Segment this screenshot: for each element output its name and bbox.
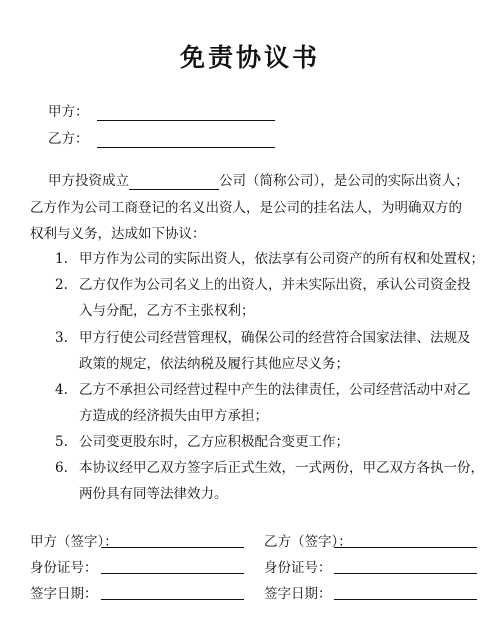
clause-text: 方造成的经济损失由甲方承担；	[79, 408, 268, 424]
party-a-label: 甲方：	[48, 104, 89, 120]
clause-text: 甲方行使公司经营管理权，确保公司的经营符合国家法律、法规及	[79, 330, 471, 346]
party-b-date-label: 签字日期：	[264, 586, 332, 602]
party-b-label: 乙方：	[48, 131, 89, 147]
party-a-row	[48, 103, 275, 121]
clause-number: 3.	[55, 330, 68, 346]
clause-number: 5.	[55, 434, 68, 450]
intro-line-2: 乙方作为公司工商登记的名义出资人，是公司的挂名法人，为明确双方的	[30, 200, 462, 216]
party-b-signature-label: 乙方（签字）：	[264, 534, 352, 550]
party-b-id-label: 身份证号：	[264, 560, 332, 576]
clause-number: 6.	[55, 460, 68, 476]
party-b-row	[48, 130, 275, 148]
clause-number: 4.	[55, 382, 68, 398]
intro-line-1-post: 公司（简称公司），是公司的实际出资人；	[219, 173, 469, 189]
clause-text: 乙方仅作为公司名义上的出资人，并未实际出资，承认公司资金投	[79, 277, 471, 293]
party-a-signature-label: 甲方（签字）：	[30, 534, 118, 550]
clause-text: 政策的规定，依法纳税及履行其他应尽义务；	[79, 356, 349, 372]
clause-text: 本协议经甲乙双方签字后正式生效，一式两份，甲乙双方各执一份，	[79, 460, 484, 476]
clause-text: 入与分配，乙方不主张权利；	[79, 303, 255, 319]
party-b-date-line[interactable]	[334, 599, 477, 600]
party-b-id-line[interactable]	[334, 573, 477, 574]
party-a-id-label: 身份证号：	[30, 560, 98, 576]
intro-line-1-pre: 甲方投资成立	[48, 173, 129, 189]
intro-line-3: 权利与义务，达成如下协议：	[30, 226, 206, 242]
document-title: 免责协议书	[179, 43, 320, 72]
party-b-signature-line[interactable]	[334, 547, 477, 548]
clause-text: 乙方不承担公司经营过程中产生的法律责任，公司经营活动中对乙	[79, 382, 471, 398]
party-a-blank[interactable]	[97, 106, 275, 121]
party-a-date-line[interactable]	[101, 599, 244, 600]
clause-text: 甲方作为公司的实际出资人，依法享有公司资产的所有权和处置权；	[79, 251, 484, 267]
clause-number: 1.	[55, 251, 68, 267]
intro-line-1	[48, 172, 469, 190]
company-name-blank[interactable]	[129, 175, 219, 190]
clause-text: 公司变更股东时，乙方应积极配合变更工作；	[79, 434, 349, 450]
clause-text: 两份具有同等法律效力。	[79, 486, 228, 502]
party-b-blank[interactable]	[97, 133, 275, 148]
party-a-id-line[interactable]	[101, 573, 244, 574]
party-a-date-label: 签字日期：	[30, 586, 98, 602]
clause-number: 2.	[55, 277, 68, 293]
party-a-signature-line[interactable]	[101, 547, 244, 548]
